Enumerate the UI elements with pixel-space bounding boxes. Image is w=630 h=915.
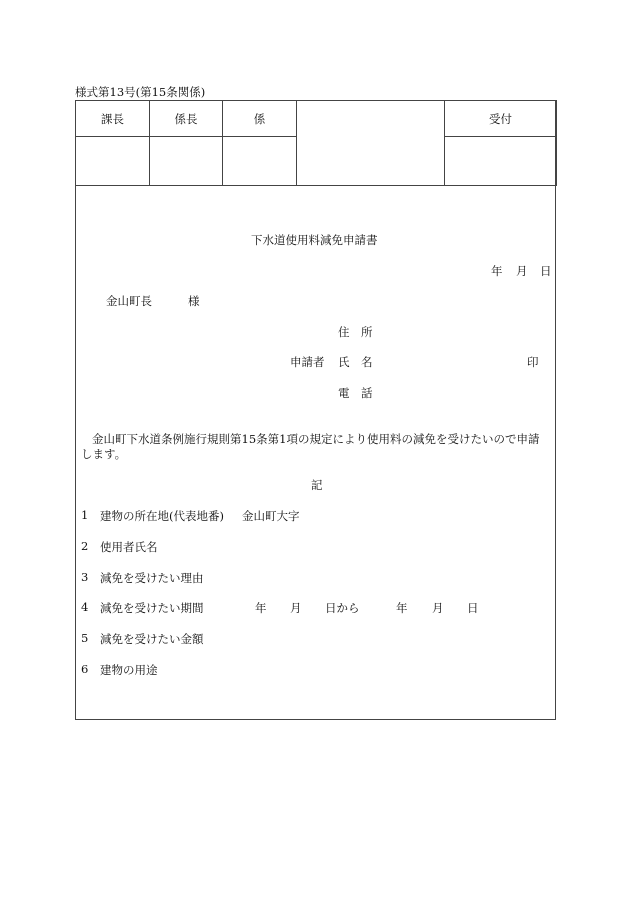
header-uketsuke: 受付 <box>445 101 557 137</box>
addressee-honorific: 様 <box>188 294 200 308</box>
item-2-num: 2 <box>81 539 89 553</box>
form-title: 下水道使用料減免申請書 <box>251 233 378 247</box>
item-5-num: 5 <box>81 631 89 645</box>
period-day-start: 日から <box>325 601 360 615</box>
item-3-label: 減免を受けたい理由 <box>100 571 204 585</box>
item-2-label: 使用者氏名 <box>100 540 158 554</box>
seal-box-uketsuke[interactable] <box>445 137 557 186</box>
item-6-label: 建物の用途 <box>100 663 158 677</box>
period-month-start: 月 <box>290 601 302 615</box>
date-day: 日 <box>540 264 552 278</box>
period-year-end: 年 <box>396 601 408 615</box>
phone-label: 電 話 <box>338 386 373 400</box>
item-1-label: 建物の所在地(代表地番) <box>100 509 224 523</box>
item-3-num: 3 <box>81 570 89 584</box>
applicant-label: 申請者 <box>290 355 325 369</box>
seal-box-kakaricho[interactable] <box>150 137 223 186</box>
address-label: 住 所 <box>338 325 373 339</box>
date-year: 年 <box>491 264 503 278</box>
item-1-value: 金山町大字 <box>242 509 300 523</box>
item-4-label: 減免を受けたい期間 <box>100 601 204 615</box>
name-label: 氏 名 <box>338 355 373 369</box>
seal-box-kacho[interactable] <box>76 137 150 186</box>
approval-table <box>75 100 557 186</box>
item-1-num: 1 <box>81 508 89 522</box>
item-5-label: 減免を受けたい金額 <box>100 632 204 646</box>
seal-box-kakari[interactable] <box>223 137 297 186</box>
period-month-end: 月 <box>432 601 444 615</box>
seal-mark: 印 <box>527 355 539 369</box>
period-year-start: 年 <box>255 601 267 615</box>
form-number: 様式第13号(第15条関係) <box>75 85 206 99</box>
header-kacho: 課長 <box>76 101 150 137</box>
item-4-num: 4 <box>81 600 89 614</box>
body-text-line2: します。 <box>81 447 127 461</box>
header-kakari: 係 <box>223 101 297 137</box>
addressee-name: 金山町長 <box>106 294 152 308</box>
header-kakaricho: 係長 <box>150 101 223 137</box>
item-6-num: 6 <box>81 662 89 676</box>
period-day-end: 日 <box>467 601 479 615</box>
body-text-line1: 金山町下水道条例施行規則第15条第1項の規定により使用料の減免を受けたいので申請 <box>92 432 540 446</box>
blank-cell <box>297 101 445 186</box>
date-month: 月 <box>516 264 528 278</box>
form-frame <box>75 100 556 720</box>
ki-heading: 記 <box>311 478 323 492</box>
